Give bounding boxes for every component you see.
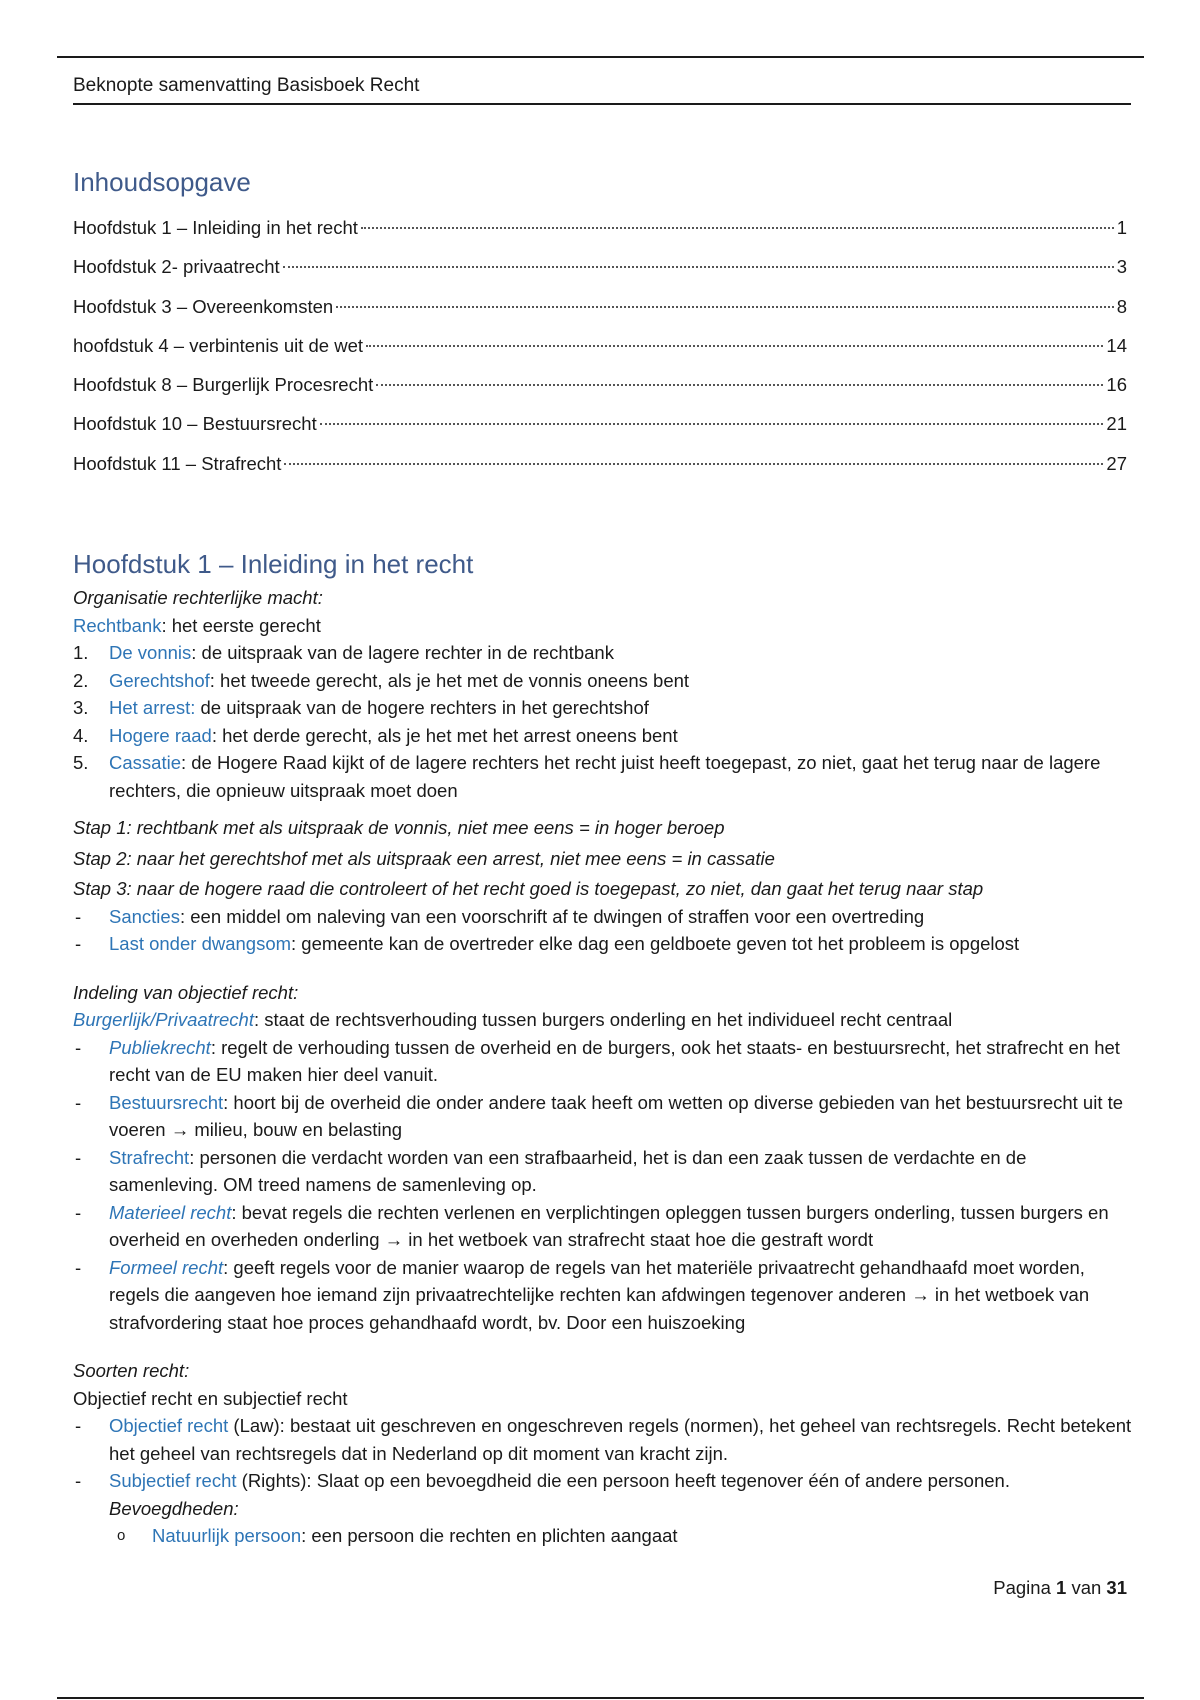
term: Het arrest: — [109, 697, 196, 718]
list-number: 5. — [73, 752, 89, 773]
sanctions-list — [73, 903, 1133, 958]
footer-middle: van — [1066, 1577, 1107, 1598]
total-page-count: 31 — [1106, 1577, 1127, 1598]
bullet-dash: - — [75, 1036, 82, 1058]
current-page-number: 1 — [1056, 1577, 1067, 1598]
toc-entry-label: Hoofdstuk 8 – Burgerlijk Procesrecht — [73, 374, 374, 396]
term: Last onder dwangsom — [109, 933, 292, 954]
bullet-dash: - — [75, 1146, 82, 1168]
term: Subjectief recht — [109, 1470, 237, 1491]
list-item — [73, 749, 1133, 804]
toc-dot-leader — [283, 266, 1114, 268]
page-footer — [993, 1577, 1127, 1599]
bullet-dash: - — [75, 1201, 82, 1223]
list-number: 3. — [73, 697, 89, 718]
toc-entry-page: 3 — [1116, 256, 1127, 278]
step-line: Stap 2: naar het gerechtshof met als uitspraak een arrest, niet mee eens = in cassatie — [73, 847, 775, 869]
toc-entry-label: Hoofdstuk 3 – Overeenkomsten — [73, 295, 334, 317]
toc-entry[interactable] — [73, 217, 1127, 256]
toc-dot-leader — [284, 463, 1103, 465]
term: Materieel recht — [109, 1201, 232, 1223]
list-item — [73, 1144, 1133, 1199]
toc-entry-page: 27 — [1106, 452, 1127, 474]
definition: : het derde gerecht, als je het met het arrest oneens bent — [211, 724, 678, 746]
footer-prefix: Pagina — [993, 1577, 1057, 1598]
term: De vonnis — [109, 642, 192, 663]
toc-entry-label: Hoofdstuk 10 – Bestuursrecht — [73, 413, 317, 435]
term: Cassatie — [109, 752, 181, 773]
definition: : personen die verdacht worden van een strafbaarheid, het is dan een zaak tussen de verdachte en de samenleving. OM treed namens de samenleving op. — [109, 1146, 1027, 1195]
definition: de uitspraak van de hogere rechters in het gerechtshof — [195, 697, 649, 718]
spacer — [73, 958, 1133, 979]
toc-entry-label: hoofdstuk 4 – verbintenis uit de wet — [73, 334, 364, 356]
term: Natuurlijk persoon — [152, 1525, 302, 1546]
term: Hogere raad — [109, 724, 212, 746]
indeling-label: Indeling van objectief recht: — [73, 981, 299, 1003]
list-number: 2. — [73, 669, 89, 691]
step-line: Stap 3: naar de hogere raad die controleert of het recht goed is toegepast, zo niet, dan gaat het terug naar stap — [73, 878, 984, 899]
numbered-list — [73, 639, 1133, 804]
term: Rechtbank — [73, 614, 162, 636]
definition: : regelt de verhouding tussen de overheid en de burgers, ook het staats- en bestuursrecht, het strafrecht en het recht van de EU maken hier deel vanuit. — [109, 1036, 1120, 1085]
bullet-dash: - — [75, 933, 82, 954]
toc-entry[interactable] — [73, 296, 1127, 335]
term: Formeel recht — [109, 1256, 224, 1278]
soorten-list — [73, 1412, 1133, 1550]
toc-entry[interactable] — [73, 335, 1127, 374]
step-line: Stap 1: rechtbank met als uitspraak de vonnis, niet mee eens = in hoger beroep — [73, 817, 725, 838]
bullet-dash: - — [75, 1470, 82, 1491]
toc-entry-page: 1 — [1116, 217, 1127, 238]
list-item — [73, 694, 1133, 722]
definition: : een middel om naleving van een voorschrift af te dwingen of straffen voor een overtreding — [179, 905, 925, 927]
list-item — [73, 1254, 1133, 1337]
header-title: Beknopte samenvatting Basisboek Recht — [73, 75, 420, 96]
toc-entry-page: 14 — [1106, 334, 1127, 356]
toc-dot-leader — [376, 384, 1103, 386]
table-of-contents — [73, 217, 1127, 492]
soorten-label: Soorten recht: — [73, 1360, 190, 1381]
bullet-dash: - — [75, 1415, 82, 1436]
bullet-dash: - — [75, 905, 82, 927]
term: Gerechtshof — [109, 669, 210, 691]
bullet-circle: o — [117, 1527, 126, 1544]
toc-dot-leader — [336, 306, 1114, 308]
definition: : staat de rechtsverhouding tussen burgers onderling en het individueel recht centraal — [253, 1009, 953, 1030]
list-number: 1. — [73, 642, 89, 663]
definition: (Rights): Slaat op een bevoegdheid die een persoon heeft tegenover één of andere personen. — [236, 1470, 1010, 1491]
definition: (Law): bestaat uit geschreven en ongeschreven regels (normen), het geheel van rechtsregels. Recht betekent het geheel van rechtsregels dat in Nederland op dit moment van kracht zijn. — [109, 1415, 1132, 1464]
bullet-dash: - — [75, 1091, 82, 1113]
definition: : de uitspraak van de lagere rechter in de rechtbank — [191, 642, 614, 663]
term: Burgerlijk/Privaatrecht — [73, 1009, 254, 1030]
toc-heading: Inhoudsopgave — [73, 167, 251, 197]
toc-entry[interactable] — [73, 374, 1127, 413]
burgerlijk-line — [73, 1006, 1133, 1034]
toc-entry-label: Hoofdstuk 1 – Inleiding in het recht — [73, 217, 358, 238]
chapter-1-body — [73, 584, 1133, 1550]
definition: : het tweede gerecht, als je het met de vonnis oneens bent — [209, 669, 690, 691]
soorten-intro: Objectief recht en subjectief recht — [73, 1387, 348, 1409]
term: Strafrecht — [109, 1146, 190, 1168]
sub-list-item — [73, 1522, 1133, 1550]
toc-dot-leader — [361, 227, 1114, 229]
toc-dot-leader — [320, 423, 1104, 425]
bevoegdheden-label: Bevoegdheden: — [109, 1497, 239, 1519]
spacer — [73, 1336, 1133, 1357]
list-number: 4. — [73, 724, 89, 746]
term: Publiekrecht — [109, 1036, 211, 1058]
toc-entry-page: 8 — [1116, 295, 1127, 317]
definition: : gemeente kan de overtreder elke dag een geldboete geven tot het probleem is opgelost — [291, 933, 1020, 954]
definition: : de Hogere Raad kijkt of de lagere rechters het recht juist heeft toegepast, zo niet, gaat het terug naar de lagere rechters, die opnieuw uitspraak moet doen — [109, 752, 1101, 801]
toc-entry[interactable] — [73, 256, 1127, 295]
list-item — [73, 930, 1133, 958]
toc-entry[interactable] — [73, 453, 1127, 492]
term: Sancties — [109, 905, 180, 927]
definition: : geeft regels voor de manier waarop de regels van het materiële privaatrecht gehandhaafd moet worden, regels die aangeven hoe iemand zijn privaatrechtelijke rechten kan afdwingen tegenover anderen → in het wetboek van strafvordering staat hoe proces gehandhaafd wordt, bv. Door een huiszoeking — [109, 1256, 1090, 1333]
organisation-label: Organisatie rechterlijke macht: — [73, 587, 323, 608]
indeling-list — [73, 1034, 1133, 1337]
list-item — [73, 1034, 1133, 1089]
header-underline — [73, 103, 1131, 105]
list-item — [73, 639, 1133, 667]
list-item — [73, 1199, 1133, 1254]
list-item — [73, 1089, 1133, 1144]
chapter-1-heading: Hoofdstuk 1 – Inleiding in het recht — [73, 549, 474, 579]
definition: : bevat regels die rechten verlenen en verplichtingen opleggen tussen burgers onderling, tussen burgers en overheid en overheden onderling → in het wetboek van strafrecht staat hoe die gestraft wordt — [109, 1201, 1109, 1250]
definition: : hoort bij de overheid die onder andere taak heeft om wetten op diverse gebieden van het bestuursrecht uit te voeren → milieu, bouw en belasting — [109, 1091, 1124, 1140]
term: Objectief recht — [109, 1415, 229, 1436]
toc-entry-label: Hoofdstuk 2- privaatrecht — [73, 256, 280, 278]
spacer — [73, 804, 1133, 814]
toc-entry[interactable] — [73, 413, 1127, 452]
bottom-border-line — [57, 1697, 1144, 1699]
list-item — [73, 1467, 1133, 1495]
definition: : een persoon die rechten en plichten aangaat — [301, 1525, 678, 1546]
list-item — [73, 1412, 1133, 1467]
toc-entry-page: 21 — [1106, 413, 1127, 435]
definition: : het eerste gerecht — [161, 614, 321, 636]
top-border-line — [57, 56, 1144, 58]
bullet-dash: - — [75, 1256, 82, 1278]
term: Bestuursrecht — [109, 1091, 224, 1113]
toc-dot-leader — [366, 345, 1103, 347]
list-item — [73, 722, 1133, 750]
toc-entry-page: 16 — [1106, 374, 1127, 396]
list-item — [73, 903, 1133, 931]
rechtbank-line — [73, 612, 1133, 640]
list-item — [73, 667, 1133, 695]
toc-entry-label: Hoofdstuk 11 – Strafrecht — [73, 452, 282, 474]
